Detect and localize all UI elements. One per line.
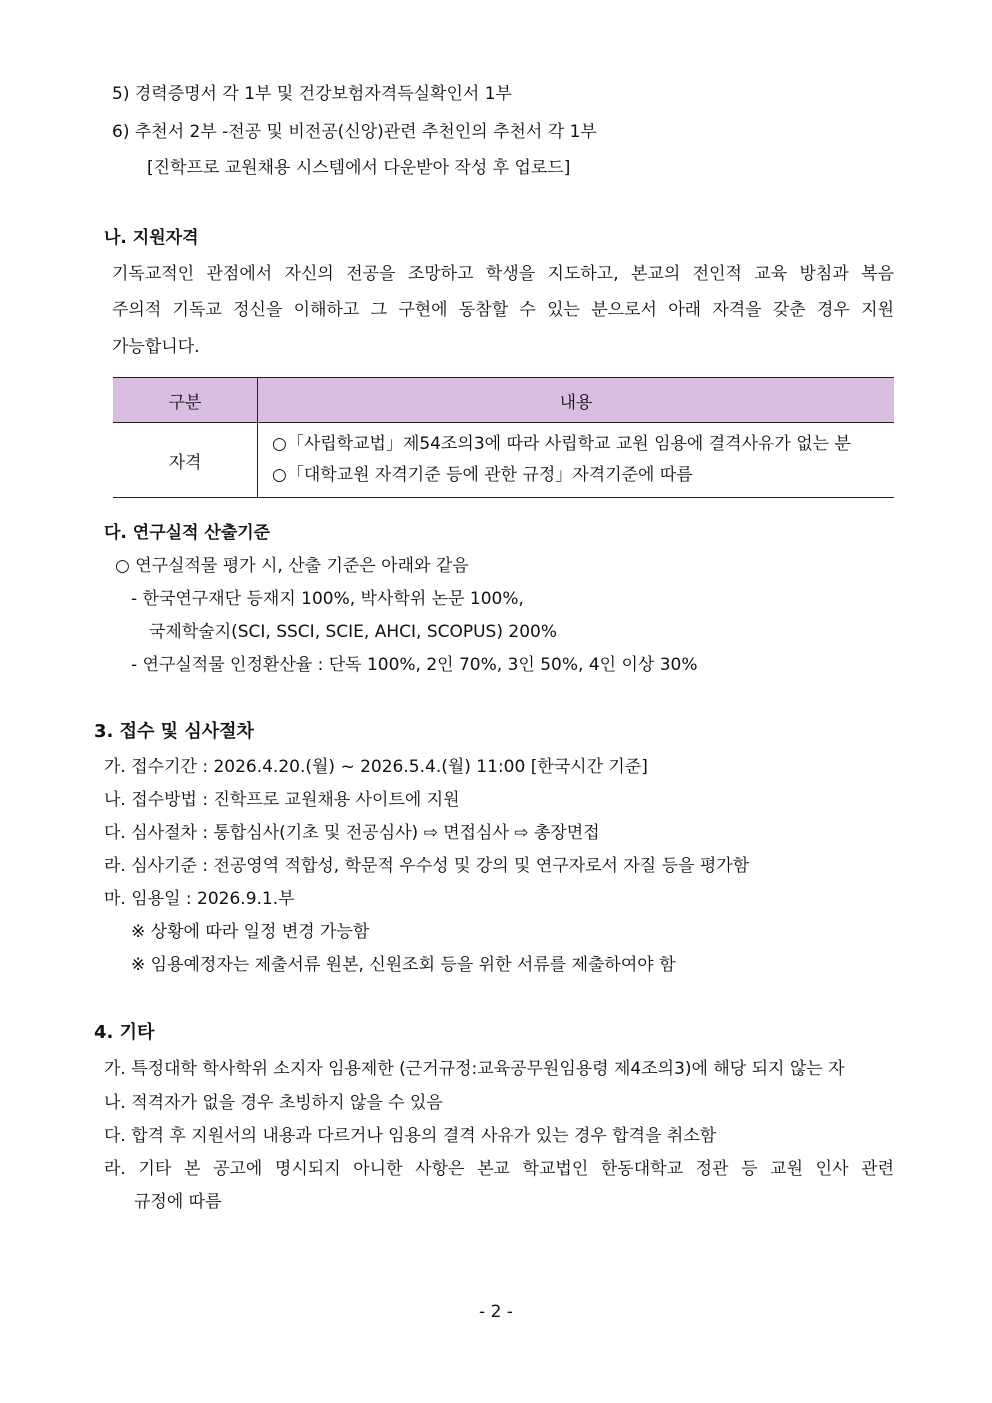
doc-item-6-note: [진학프로 교원채용 시스템에서 다운받아 작성 후 업로드] (147, 158, 571, 178)
research-line-3: 국제학술지(SCI, SSCI, SCIE, AHCI, SCOPUS) 200% (149, 622, 557, 642)
procedure-item-e: 마. 임용일 : 2026.9.1.부 (104, 889, 295, 909)
qualification-table (113, 377, 894, 498)
other-item-d-line-2: 규정에 따름 (134, 1192, 222, 1212)
qualification-table-header-category: 구분 (113, 378, 258, 423)
procedure-item-d: 라. 심사기준 : 전공영역 적합성, 학문적 우수성 및 강의 및 연구자로서 자질 등을 평가함 (104, 856, 750, 876)
qualification-table-row (113, 423, 894, 498)
procedure-item-a: 가. 접수기간 : 2026.4.20.(월) ~ 2026.5.4.(월) 11:00 [한국시간 기준] (104, 757, 648, 777)
research-line-4: - 연구실적물 인정환산율 : 단독 100%, 2인 70%, 3인 50%, 4인 이상 30% (131, 655, 698, 675)
qualification-paragraph-line-1: 기독교적인 관점에서 자신의 전공을 조망하고 학생을 지도하고, 본교의 전인적 교육 방침과 복음 (112, 264, 894, 284)
qualification-heading: 나. 지원자격 (104, 228, 199, 248)
procedure-item-c: 다. 심사절차 : 통합심사(기초 및 전공심사) ⇨ 면접심사 ⇨ 총장면접 (104, 823, 600, 843)
qualification-table-header-row (113, 378, 894, 423)
procedure-note-2: ※ 임용예정자는 제출서류 원본, 신원조회 등을 위한 서류를 제출하여야 함 (131, 955, 676, 975)
doc-item-5: 5) 경력증명서 각 1부 및 건강보험자격득실확인서 1부 (112, 84, 512, 104)
other-item-a: 가. 특정대학 학사학위 소지자 임용제한 (근거규정:교육공무원임용령 제4조의3)에 해당 되지 않는 자 (104, 1059, 845, 1079)
procedure-heading: 3. 접수 및 심사절차 (94, 721, 254, 742)
procedure-note-1: ※ 상황에 따라 일정 변경 가능함 (131, 922, 370, 942)
research-line-1: ○ 연구실적물 평가 시, 산출 기준은 아래와 같음 (115, 556, 469, 576)
other-heading: 4. 기타 (94, 1022, 155, 1043)
qualification-paragraph-line-3: 가능합니다. (112, 337, 200, 357)
other-item-d-line-1: 라. 기타 본 공고에 명시되지 아니한 사항은 본교 학교법인 한동대학교 정관 등 교원 인사 관련 (104, 1159, 894, 1179)
qualification-table-row-content (258, 423, 895, 498)
procedure-item-b: 나. 접수방법 : 진학프로 교원채용 사이트에 지원 (104, 790, 460, 810)
qualification-paragraph-line-2: 주의적 기독교 정신을 이해하고 그 구현에 동참할 수 있는 분으로서 아래 자격을 갖춘 경우 지원 (112, 300, 894, 320)
qualification-table-row-label: 자격 (113, 423, 258, 498)
other-item-b: 나. 적격자가 없을 경우 초빙하지 않을 수 있음 (104, 1093, 443, 1113)
research-heading: 다. 연구실적 산출기준 (104, 523, 271, 543)
research-line-2: - 한국연구재단 등재지 100%, 박사학위 논문 100%, (131, 589, 524, 609)
qualification-requirement-2: ○「대학교원 자격기준 등에 관한 규정」자격기준에 따름 (272, 465, 693, 485)
other-item-c: 다. 합격 후 지원서의 내용과 다르거나 임용의 결격 사유가 있는 경우 합격을 취소함 (104, 1126, 717, 1146)
qualification-table-header-content: 내용 (258, 378, 895, 423)
qualification-requirement-1: ○「사립학교법」제54조의3에 따라 사립학교 교원 임용에 결격사유가 없는 분 (272, 434, 851, 454)
page-number: - 2 - (479, 1302, 513, 1322)
doc-item-6: 6) 추천서 2부 -전공 및 비전공(신앙)관련 추천인의 추천서 각 1부 (112, 122, 597, 142)
